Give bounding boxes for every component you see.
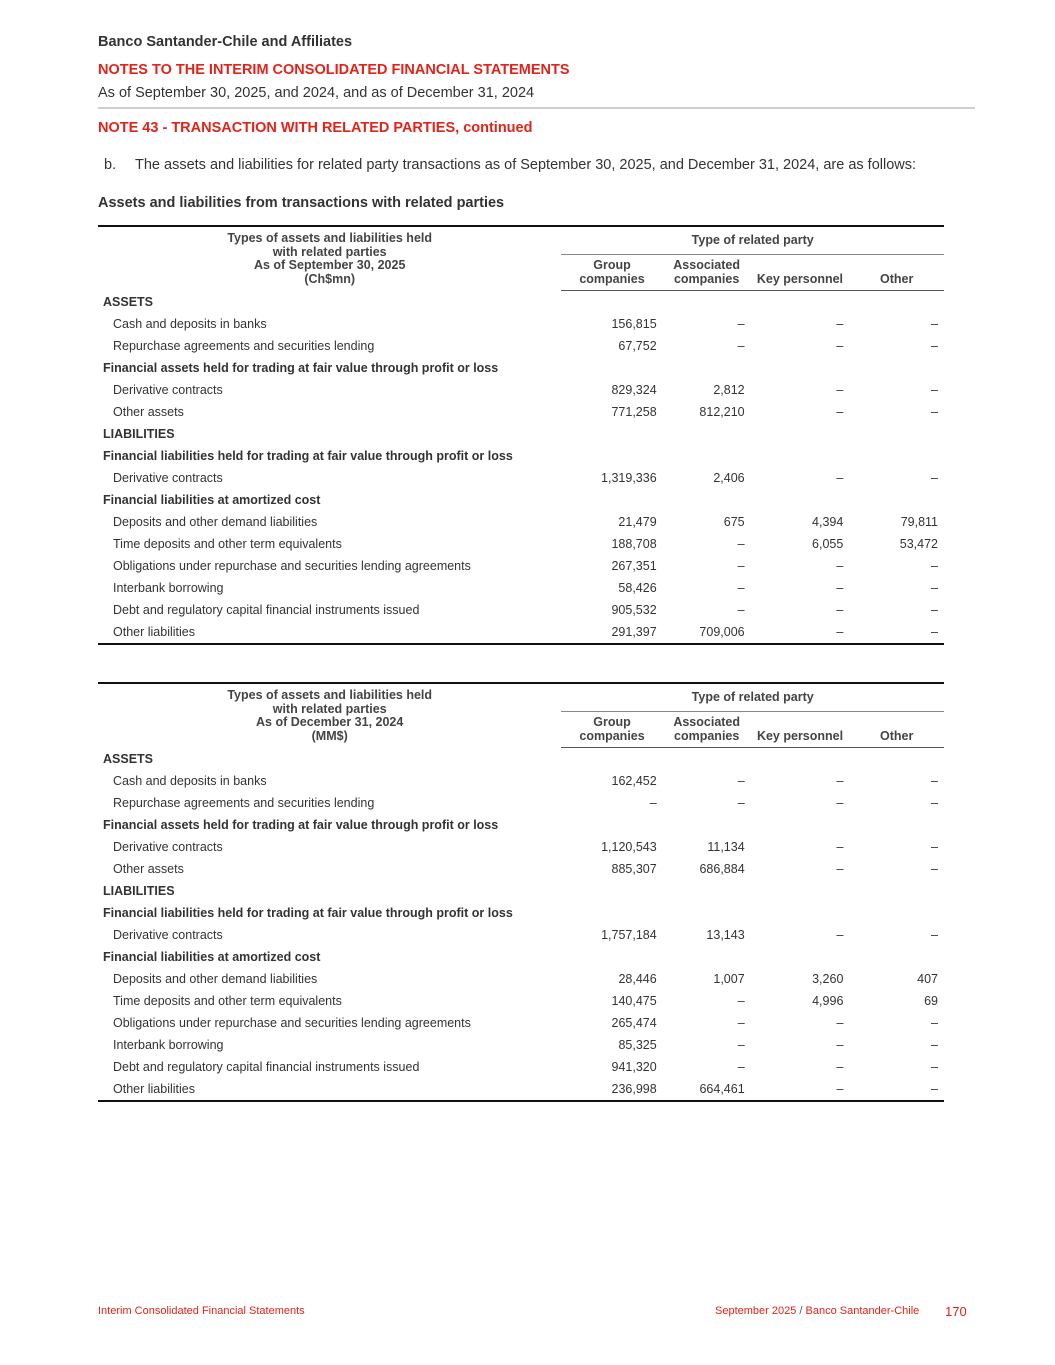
- intro-paragraph: [104, 157, 916, 173]
- group-companies-value: 1,757,184: [601, 928, 657, 942]
- key-personnel-value: [751, 946, 850, 968]
- footer-publication: [715, 1305, 919, 1317]
- row-label: Debt and regulatory capital financial instruments issued: [113, 1060, 420, 1074]
- other-value: –: [931, 796, 938, 810]
- other-value: –: [849, 1078, 944, 1101]
- other-value: –: [931, 471, 938, 485]
- row-label: Derivative contracts: [113, 928, 223, 942]
- table-body: [98, 748, 944, 1102]
- key-personnel-value: –: [836, 1038, 844, 1052]
- table-body: [98, 291, 944, 645]
- associated-companies-value: –: [737, 994, 745, 1008]
- group-companies-value: 829,324: [611, 383, 657, 397]
- key-personnel-value: [751, 357, 850, 379]
- other-value: –: [931, 774, 938, 788]
- section-row: [98, 902, 944, 924]
- associated-companies-value: 686,884: [699, 862, 745, 876]
- other-value: –: [931, 603, 938, 617]
- associated-companies-value: [663, 357, 751, 379]
- associated-companies-value: 664,461: [663, 1078, 751, 1101]
- associated-companies-value: 812,210: [699, 405, 745, 419]
- group-companies-value: [561, 814, 662, 836]
- key-personnel-value: –: [836, 317, 844, 331]
- other-value: –: [931, 1060, 938, 1074]
- key-personnel-value: –: [836, 774, 844, 788]
- key-personnel-value: [751, 291, 850, 314]
- section-label: Financial liabilities at amortized cost: [103, 950, 321, 964]
- other-value: [849, 291, 944, 314]
- table-row: [98, 990, 944, 1012]
- table-row: [98, 533, 944, 555]
- key-personnel-value: 3,260: [812, 972, 844, 986]
- section-row: [98, 291, 944, 314]
- key-personnel-value: –: [836, 405, 844, 419]
- col-group-companies: Group companies: [561, 255, 662, 291]
- group-companies-value: [561, 489, 662, 511]
- header-line: Types of assets and liabilities held: [227, 688, 433, 702]
- col-key-personnel: Key personnel: [751, 255, 850, 291]
- col-other: Other: [849, 712, 944, 748]
- other-value: [849, 423, 944, 445]
- row-label: Interbank borrowing: [113, 581, 224, 595]
- associated-companies-value: [663, 423, 751, 445]
- col-associated-companies: Associated companies: [663, 255, 751, 291]
- row-label: Time deposits and other term equivalents: [113, 537, 342, 551]
- row-label: Derivative contracts: [113, 383, 223, 397]
- key-personnel-value: –: [836, 840, 844, 854]
- table-row: [98, 1078, 944, 1101]
- group-companies-value: 941,320: [611, 1060, 657, 1074]
- row-label: Obligations under repurchase and securities lending agreements: [113, 1016, 471, 1030]
- related-party-table-sep-2025: [98, 225, 944, 645]
- key-personnel-value: –: [836, 471, 844, 485]
- other-value: –: [931, 928, 938, 942]
- section-label: Financial assets held for trading at fair value through profit or loss: [103, 818, 499, 832]
- associated-companies-value: 2,812: [713, 383, 745, 397]
- header-line: As of September 30, 2025: [253, 258, 406, 272]
- key-personnel-value: 6,055: [812, 537, 844, 551]
- associated-companies-value: 675: [723, 515, 745, 529]
- group-companies-value: 1,319,336: [601, 471, 657, 485]
- group-companies-value: 85,325: [618, 1038, 657, 1052]
- header-divider: [98, 107, 975, 109]
- associated-companies-value: –: [737, 317, 745, 331]
- header-line: with related parties: [272, 701, 387, 716]
- row-label: Derivative contracts: [113, 471, 223, 485]
- group-companies-value: 21,479: [618, 515, 657, 529]
- row-label: Deposits and other demand liabilities: [113, 515, 318, 529]
- group-companies-value: [561, 445, 662, 467]
- associated-companies-value: –: [737, 1038, 745, 1052]
- notes-title: NOTES TO THE INTERIM CONSOLIDATED FINANCIAL STATEMENTS: [98, 62, 570, 78]
- key-personnel-value: –: [836, 339, 844, 353]
- section-label: Financial liabilities at amortized cost: [103, 493, 321, 507]
- key-personnel-value: –: [836, 862, 844, 876]
- group-companies-value: 236,998: [561, 1078, 662, 1101]
- key-personnel-value: [751, 489, 850, 511]
- other-value: –: [931, 559, 938, 573]
- other-value: –: [931, 405, 938, 419]
- key-personnel-value: –: [836, 559, 844, 573]
- other-value: 407: [917, 972, 938, 986]
- other-value: 53,472: [899, 537, 938, 551]
- table-row: [98, 467, 944, 489]
- col-other: Other: [849, 255, 944, 291]
- section-row: [98, 814, 944, 836]
- group-companies-value: 267,351: [611, 559, 657, 573]
- other-value: –: [931, 862, 938, 876]
- row-label: Repurchase agreements and securities lending: [113, 339, 375, 353]
- related-party-table-dec-2024: [98, 682, 944, 1102]
- row-label: Cash and deposits in banks: [113, 774, 267, 788]
- table-row: [98, 968, 944, 990]
- group-header: Type of related party: [561, 683, 944, 712]
- row-label: Cash and deposits in banks: [113, 317, 267, 331]
- section-title: Assets and liabilities from transactions with related parties: [98, 195, 505, 211]
- other-value: –: [931, 1016, 938, 1030]
- table-row-header: [98, 683, 561, 748]
- key-personnel-value: –: [836, 603, 844, 617]
- other-value: [849, 489, 944, 511]
- other-value: [849, 902, 944, 924]
- group-companies-value: [561, 357, 662, 379]
- col-group-companies: Group companies: [561, 712, 662, 748]
- associated-companies-value: 2,406: [713, 471, 745, 485]
- header-line: Types of assets and liabilities held: [227, 231, 433, 245]
- table-row: [98, 770, 944, 792]
- associated-companies-value: –: [737, 339, 745, 353]
- group-companies-value: 188,708: [611, 537, 657, 551]
- associated-companies-value: –: [737, 1060, 745, 1074]
- table-row: [98, 858, 944, 880]
- group-companies-value: [561, 423, 662, 445]
- associated-companies-value: [663, 489, 751, 511]
- group-companies-value: 58,426: [618, 581, 657, 595]
- key-personnel-value: [751, 423, 850, 445]
- section-row: [98, 489, 944, 511]
- other-value: [849, 946, 944, 968]
- table-row: [98, 1056, 944, 1078]
- table-row: [98, 313, 944, 335]
- row-label: Other assets: [113, 405, 184, 419]
- table-row: [98, 599, 944, 621]
- associated-companies-value: 13,143: [706, 928, 745, 942]
- section-label: LIABILITIES: [103, 884, 175, 898]
- group-companies-value: 67,752: [618, 339, 657, 353]
- group-companies-value: 771,258: [611, 405, 657, 419]
- associated-companies-value: [663, 748, 751, 771]
- footer-separator: /: [799, 1305, 803, 1317]
- associated-companies-value: –: [737, 1016, 745, 1030]
- key-personnel-value: –: [751, 621, 850, 644]
- row-label: Time deposits and other term equivalents: [113, 994, 342, 1008]
- header-line: As of December 31, 2024: [256, 715, 404, 729]
- associated-companies-value: 1,007: [713, 972, 745, 986]
- associated-companies-value: –: [737, 581, 745, 595]
- group-companies-value: 905,532: [611, 603, 657, 617]
- other-value: –: [931, 339, 938, 353]
- group-companies-value: 291,397: [561, 621, 662, 644]
- key-personnel-value: [751, 748, 850, 771]
- section-row: [98, 357, 944, 379]
- associated-companies-value: [663, 814, 751, 836]
- associated-companies-value: 11,134: [707, 840, 745, 854]
- group-companies-value: –: [649, 796, 657, 810]
- key-personnel-value: [751, 902, 850, 924]
- associated-companies-value: [663, 445, 751, 467]
- other-value: 69: [924, 994, 938, 1008]
- other-value: –: [931, 317, 938, 331]
- key-personnel-value: [751, 445, 850, 467]
- other-value: [849, 814, 944, 836]
- section-label: ASSETS: [103, 294, 154, 309]
- row-label: Repurchase agreements and securities lending: [113, 796, 375, 810]
- row-label: Debt and regulatory capital financial instruments issued: [113, 603, 420, 617]
- other-value: [849, 357, 944, 379]
- col-associated-companies: Associated companies: [663, 712, 751, 748]
- other-value: [849, 445, 944, 467]
- other-value: 79,811: [900, 515, 938, 529]
- group-companies-value: 156,815: [611, 317, 657, 331]
- other-value: [849, 880, 944, 902]
- other-value: –: [931, 581, 938, 595]
- table-row-header: [98, 226, 561, 291]
- key-personnel-value: –: [836, 796, 844, 810]
- footer-date: September 2025: [715, 1305, 797, 1317]
- key-personnel-value: –: [836, 1060, 844, 1074]
- col-key-personnel: Key personnel: [751, 712, 850, 748]
- table-row: [98, 792, 944, 814]
- other-value: –: [931, 1038, 938, 1052]
- table-row: [98, 379, 944, 401]
- table-row: [98, 924, 944, 946]
- section-row: [98, 946, 944, 968]
- footer-doc-title: Interim Consolidated Financial Statements: [98, 1305, 305, 1317]
- section-label: ASSETS: [103, 751, 154, 766]
- associated-companies-value: [663, 902, 751, 924]
- row-label: Deposits and other demand liabilities: [113, 972, 318, 986]
- associated-companies-value: [663, 946, 751, 968]
- table-row: [98, 1034, 944, 1056]
- section-row: [98, 445, 944, 467]
- group-companies-value: 162,452: [611, 774, 657, 788]
- table-row: [98, 555, 944, 577]
- key-personnel-value: –: [836, 581, 844, 595]
- table-row: [98, 335, 944, 357]
- associated-companies-value: [663, 291, 751, 314]
- group-companies-value: 885,307: [611, 862, 657, 876]
- table-row: [98, 401, 944, 423]
- row-label: Other liabilities: [98, 621, 561, 644]
- page-number: 170: [945, 1304, 967, 1319]
- key-personnel-value: –: [751, 1078, 850, 1101]
- key-personnel-value: –: [836, 383, 844, 397]
- row-label: Other liabilities: [98, 1078, 561, 1101]
- key-personnel-value: [751, 880, 850, 902]
- group-companies-value: [561, 291, 662, 314]
- paragraph-label: b.: [104, 157, 117, 173]
- other-value: –: [931, 383, 938, 397]
- section-row: [98, 880, 944, 902]
- key-personnel-value: –: [836, 928, 844, 942]
- header-line: with related parties: [272, 244, 387, 259]
- other-value: –: [849, 621, 944, 644]
- section-label: Financial liabilities held for trading at fair value through profit or loss: [103, 449, 513, 463]
- table-row: [98, 511, 944, 533]
- associated-companies-value: –: [737, 537, 745, 551]
- group-companies-value: 265,474: [611, 1016, 657, 1030]
- row-label: Obligations under repurchase and securities lending agreements: [113, 559, 471, 573]
- group-companies-value: 28,446: [618, 972, 657, 986]
- group-companies-value: [561, 880, 662, 902]
- associated-companies-value: –: [737, 603, 745, 617]
- group-companies-value: [561, 748, 662, 771]
- associated-companies-value: [663, 880, 751, 902]
- other-value: –: [931, 840, 938, 854]
- section-row: [98, 748, 944, 771]
- group-companies-value: [561, 946, 662, 968]
- footer-company: Banco Santander-Chile: [805, 1305, 920, 1317]
- header-line: (Ch$mn): [304, 271, 356, 286]
- associated-companies-value: –: [737, 796, 745, 810]
- table-row: [98, 621, 944, 644]
- section-label: Financial assets held for trading at fair value through profit or loss: [103, 361, 499, 375]
- key-personnel-value: –: [836, 1016, 844, 1030]
- key-personnel-value: 4,394: [812, 515, 844, 529]
- key-personnel-value: [751, 814, 850, 836]
- table-row: [98, 577, 944, 599]
- associated-companies-value: –: [737, 559, 745, 573]
- key-personnel-value: 4,996: [812, 994, 844, 1008]
- as-of-date: As of September 30, 2025, and 2024, and as of December 31, 2024: [98, 85, 535, 101]
- row-label: Other assets: [113, 862, 184, 876]
- associated-companies-value: 709,006: [663, 621, 751, 644]
- other-value: [849, 748, 944, 771]
- company-name: Banco Santander-Chile and Affiliates: [98, 34, 353, 50]
- group-companies-value: [561, 902, 662, 924]
- section-row: [98, 423, 944, 445]
- row-label: Interbank borrowing: [113, 1038, 224, 1052]
- paragraph-text: The assets and liabilities for related party transactions as of September 30, 2025, and December 31, 2024, are as follows:: [135, 157, 917, 173]
- group-header: Type of related party: [561, 226, 944, 255]
- header-line: (MM$): [311, 728, 348, 743]
- note-heading: NOTE 43 - TRANSACTION WITH RELATED PARTIES, continued: [98, 120, 533, 136]
- section-label: LIABILITIES: [103, 427, 175, 441]
- row-label: Derivative contracts: [113, 840, 223, 854]
- table-row: [98, 836, 944, 858]
- associated-companies-value: –: [737, 774, 745, 788]
- group-companies-value: 1,120,543: [601, 840, 657, 854]
- table-row: [98, 1012, 944, 1034]
- group-companies-value: 140,475: [611, 994, 657, 1008]
- section-label: Financial liabilities held for trading at fair value through profit or loss: [103, 906, 513, 920]
